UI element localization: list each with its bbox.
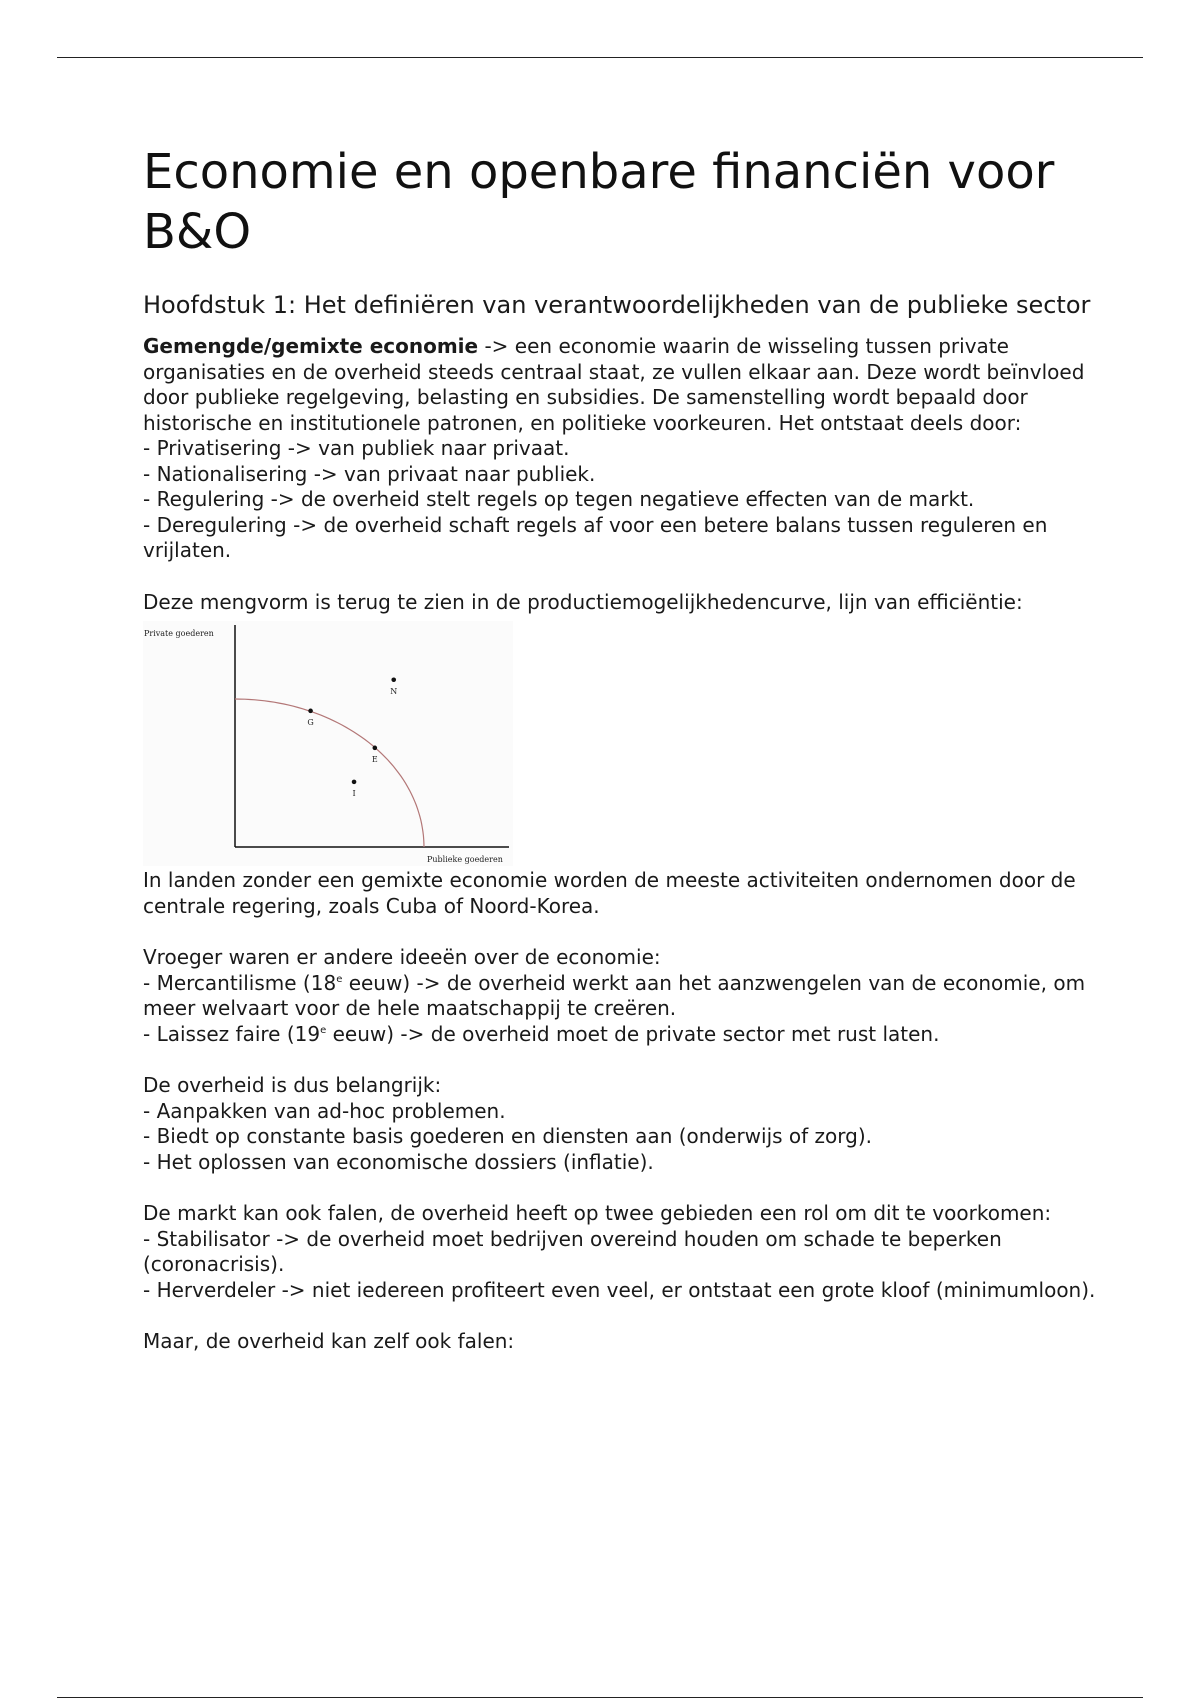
cause-item: - Regulering -> de overheid stelt regels op tegen negatieve effecten van de markt. <box>143 487 975 511</box>
definition-text: een economie waarin de wisseling tussen private organisaties en de overheid steeds centraal staat, ze vullen elkaar aan. Deze wordt beïnvloed door publieke regelgeving, belasting en subsidies. De samenstelling wordt bepaald door historische en institutionele patronen, en politieke voorkeuren. Het ontstaat deels door: <box>143 334 1085 435</box>
point-g <box>308 709 313 714</box>
definition-arrow: -> <box>478 334 515 358</box>
government-intro: De overheid is dus belangrijk: <box>143 1073 442 1097</box>
market-failure-item: - Stabilisator -> de overheid moet bedrijven overeind houden om schade te beperken (coronacrisis). <box>143 1226 1002 1276</box>
production-possibility-chart <box>143 621 513 866</box>
chart-background <box>143 621 513 866</box>
idea-item-mercantilism: - Mercantilisme (18e eeuw) -> de overheid werkt aan het aanzwengelen van de economie, om meer welvaart voor de hele maatschappij te creëren. <box>143 970 1086 1020</box>
point-i <box>352 780 357 785</box>
y-axis-label: Private goederen <box>144 629 214 638</box>
point-label-g: G <box>307 717 314 727</box>
point-label-n: N <box>390 686 398 696</box>
point-e <box>373 746 378 751</box>
cause-item: - Deregulering -> de overheid schaft regels af voor een betere balans tussen reguleren en vrijlaten. <box>143 512 1048 562</box>
x-axis-label: Publieke goederen <box>427 855 503 864</box>
definition-paragraph <box>143 334 1103 436</box>
page-title: Economie en openbare financiën voor B&O <box>143 144 1055 260</box>
government-item: - Biedt op constante basis goederen en diensten aan (onderwijs of zorg). <box>143 1124 873 1148</box>
bottom-rule <box>57 1697 1143 1698</box>
cause-item: - Nationalisering -> van privaat naar publiek. <box>143 461 596 486</box>
definition-term: Gemengde/gemixte economie <box>143 334 479 358</box>
government-item: - Aanpakken van ad-hoc problemen. <box>143 1098 506 1123</box>
point-label-e: E <box>371 754 378 764</box>
government-item: - Het oplossen van economische dossiers (inflatie). <box>143 1149 654 1174</box>
point-label-i: I <box>352 788 356 798</box>
document-body <box>143 142 1103 1355</box>
ideas-intro: Vroeger waren er andere ideeën over de economie: <box>143 945 661 969</box>
market-failure-intro: De markt kan ook falen, de overheid heeft op twee gebieden een rol om dit te voorkomen: <box>143 1201 1052 1225</box>
curve-intro: Deze mengvorm is terug te zien in de productiemogelijkhedencurve, lijn van efficiëntie: <box>143 589 1023 614</box>
cause-item: - Privatisering -> van publiek naar privaat. <box>143 436 570 460</box>
top-rule <box>57 57 1143 58</box>
point-n <box>391 677 396 682</box>
no-mixed-economy-text: In landen zonder een gemixte economie worden de meeste activiteiten ondernomen door de centrale regering, zoals Cuba of Noord-Korea. <box>143 868 1076 918</box>
idea-item-laissez-faire: - Laissez faire (19e eeuw) -> de overheid moet de private sector met rust laten. <box>143 1021 940 1046</box>
chapter-heading: Hoofdstuk 1: Het definiëren van verantwoordelijkheden van de publieke sector <box>143 291 1091 319</box>
closing-text: Maar, de overheid kan zelf ook falen: <box>143 1329 515 1353</box>
market-failure-item: - Herverdeler -> niet iedereen profiteert even veel, er ontstaat een grote kloof (minimumloon). <box>143 1277 1096 1302</box>
